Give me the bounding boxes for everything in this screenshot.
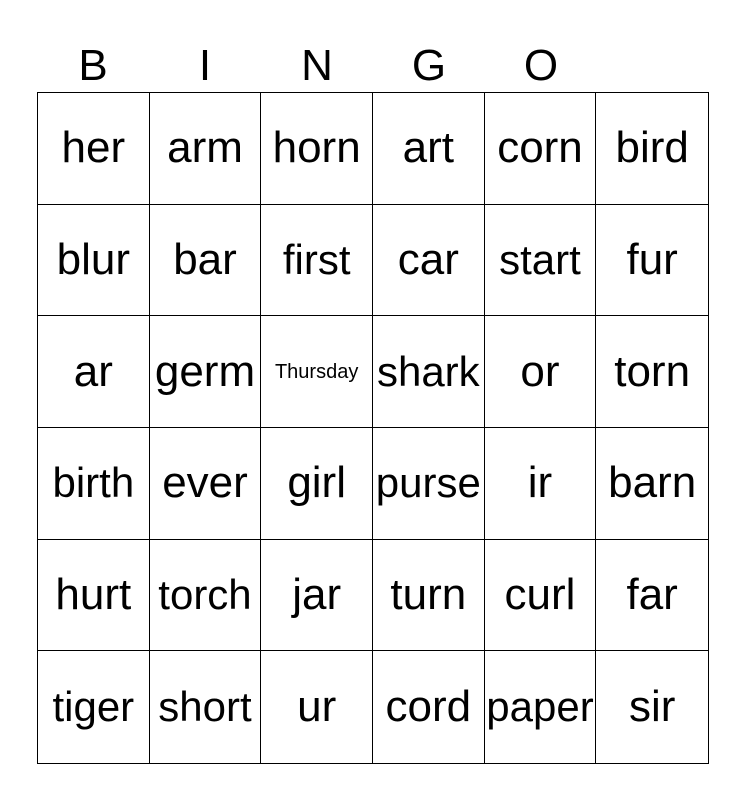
bingo-cell[interactable]: torch: [150, 540, 262, 652]
bingo-cell[interactable]: her: [38, 93, 150, 205]
header-letter-i: I: [198, 41, 212, 90]
bingo-cell[interactable]: ur: [261, 651, 373, 763]
bingo-cell[interactable]: cord: [373, 651, 485, 763]
bingo-board: [37, 92, 709, 764]
bingo-cell[interactable]: or: [485, 316, 597, 428]
header-letter-n: N: [301, 41, 333, 90]
bingo-cell[interactable]: first: [261, 205, 373, 317]
bingo-cell[interactable]: jar: [261, 540, 373, 652]
bingo-cell[interactable]: germ: [150, 316, 262, 428]
header-letter-o: O: [523, 41, 559, 90]
bingo-header: [37, 0, 597, 92]
bingo-cell[interactable]: arm: [150, 93, 262, 205]
header-letter-g: G: [411, 41, 447, 90]
bingo-cell[interactable]: far: [596, 540, 708, 652]
bingo-cell[interactable]: art: [373, 93, 485, 205]
bingo-cell[interactable]: Thursday: [261, 316, 373, 428]
bingo-cell[interactable]: ever: [150, 428, 262, 540]
bingo-cell[interactable]: purse: [373, 428, 485, 540]
bingo-cell[interactable]: car: [373, 205, 485, 317]
bingo-cell[interactable]: barn: [596, 428, 708, 540]
bingo-cell[interactable]: curl: [485, 540, 597, 652]
bingo-cell[interactable]: tiger: [38, 651, 150, 763]
bingo-cell[interactable]: corn: [485, 93, 597, 205]
bingo-cell[interactable]: blur: [38, 205, 150, 317]
bingo-cell[interactable]: ir: [485, 428, 597, 540]
bingo-cell[interactable]: short: [150, 651, 262, 763]
bingo-cell[interactable]: birth: [38, 428, 150, 540]
bingo-cell[interactable]: girl: [261, 428, 373, 540]
bingo-cell[interactable]: bird: [596, 93, 708, 205]
bingo-cell[interactable]: horn: [261, 93, 373, 205]
bingo-cell[interactable]: fur: [596, 205, 708, 317]
bingo-cell[interactable]: start: [485, 205, 597, 317]
bingo-cell[interactable]: torn: [596, 316, 708, 428]
bingo-cell[interactable]: bar: [150, 205, 262, 317]
bingo-cell[interactable]: paper: [485, 651, 597, 763]
bingo-cell[interactable]: turn: [373, 540, 485, 652]
bingo-cell[interactable]: ar: [38, 316, 150, 428]
bingo-cell[interactable]: shark: [373, 316, 485, 428]
bingo-cell[interactable]: hurt: [38, 540, 150, 652]
bingo-cell[interactable]: sir: [628, 682, 676, 732]
header-letter-b: B: [78, 41, 108, 90]
